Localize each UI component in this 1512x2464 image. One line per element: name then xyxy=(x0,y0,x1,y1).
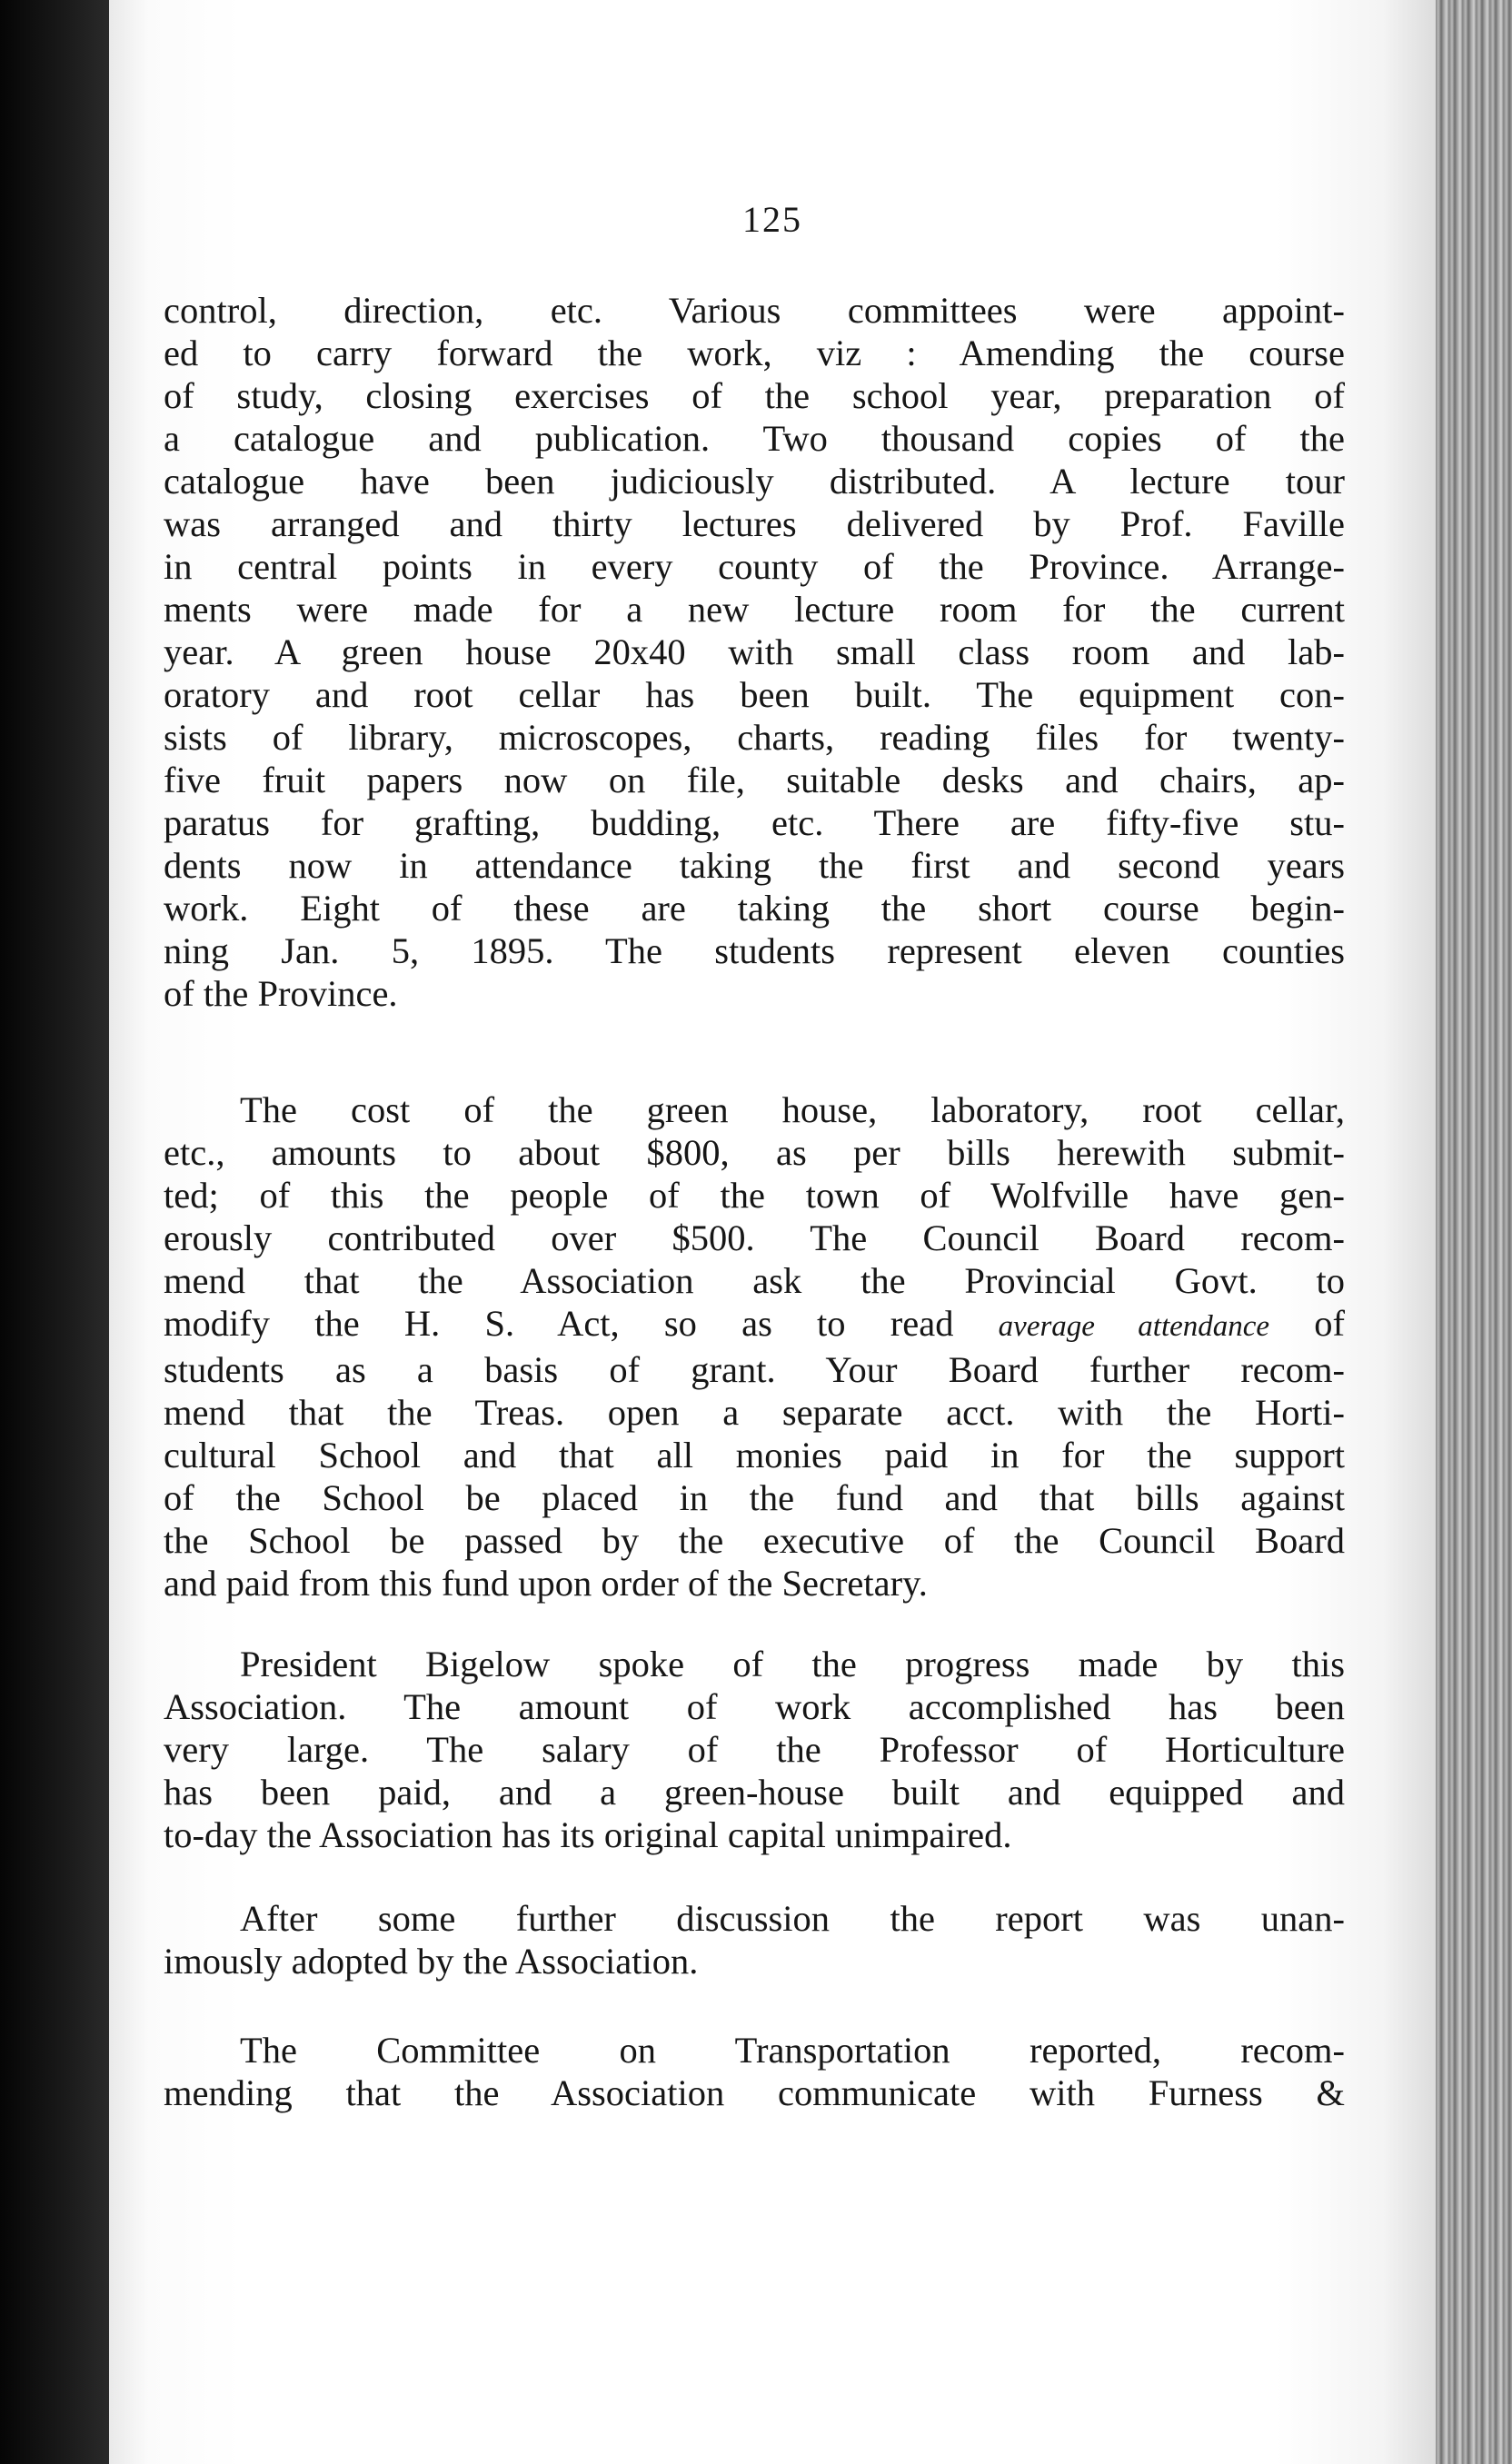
text-line: a catalogue and publication. Two thousand copies of the xyxy=(164,418,1345,459)
text-line: ted; of this the people of the town of Wolfville have gen- xyxy=(164,1175,1345,1216)
text-line: has been paid, and a green-house built and equipped and xyxy=(164,1772,1345,1813)
text-line: of study, closing exercises of the school year, preparation of xyxy=(164,375,1345,416)
text-line: and paid from this fund upon order of the Secretary. xyxy=(164,1563,928,1604)
paragraph-cost xyxy=(164,1088,1345,1605)
paragraph-president-bigelow xyxy=(164,1643,1345,1856)
text-line: Association. The amount of work accomplished has been xyxy=(164,1686,1345,1727)
paragraph-committees xyxy=(164,289,1345,1015)
text-line: erously contributed over $500. The Council Board recom- xyxy=(164,1217,1345,1258)
text-line: cultural School and that all monies paid in for the support xyxy=(164,1435,1345,1475)
text-line: students as a basis of grant. Your Board further recom- xyxy=(164,1349,1345,1390)
text-line: catalogue have been judiciously distributed. A lecture tour xyxy=(164,461,1345,502)
text-line: mend that the Association ask the Provincial Govt. to xyxy=(164,1260,1345,1301)
text-line: very large. The salary of the Professor of Horticulture xyxy=(164,1729,1345,1770)
text-line: the School be passed by the executive of the Council Board xyxy=(164,1520,1345,1561)
text-line: five fruit papers now on file, suitable desks and chairs, ap- xyxy=(164,760,1345,800)
text-line: The cost of the green house, laboratory, root cellar, xyxy=(240,1089,1345,1130)
text-line: of the School be placed in the fund and that bills against xyxy=(164,1477,1345,1518)
text-fragment: of xyxy=(1314,1303,1346,1344)
text-line: work. Eight of these are taking the short course begin- xyxy=(164,888,1345,929)
text-line: in central points in every county of the Province. Arrange- xyxy=(164,546,1345,587)
book-spine-edge xyxy=(1436,0,1512,2464)
text-line: year. A green house 20x40 with small class room and lab- xyxy=(164,631,1345,672)
text-line: President Bigelow spoke of the progress made by this xyxy=(240,1644,1345,1684)
text-line-with-emphasis xyxy=(164,1302,1345,1348)
text-line: dents now in attendance taking the first and second years xyxy=(164,845,1345,886)
text-line: ning Jan. 5, 1895. The students represent eleven counties xyxy=(164,930,1345,971)
page-number: 125 xyxy=(742,199,802,240)
document-page xyxy=(109,0,1436,2464)
text-line: sists of library, microscopes, charts, reading files for twenty- xyxy=(164,717,1345,758)
text-line: of the Province. xyxy=(164,973,398,1014)
text-line: was arranged and thirty lectures delivered by Prof. Faville xyxy=(164,503,1345,544)
text-line: oratory and root cellar has been built. The equipment con- xyxy=(164,674,1345,715)
emphasized-phrase: average attendance xyxy=(998,1310,1270,1343)
text-line: The Committee on Transportation reported, recom- xyxy=(240,2030,1345,2071)
text-line: control, direction, etc. Various committees were appoint- xyxy=(164,290,1345,331)
text-line: ed to carry forward the work, viz : Amending the course xyxy=(164,333,1345,373)
text-line: ments were made for a new lecture room for the current xyxy=(164,589,1345,630)
text-line: to-day the Association has its original capital unimpaired. xyxy=(164,1814,1012,1855)
text-fragment: modify the H. S. Act, so as to read xyxy=(164,1303,954,1344)
paragraph-transportation xyxy=(164,2029,1345,2114)
text-line: etc., amounts to about $800, as per bills herewith submit- xyxy=(164,1132,1345,1173)
text-line: mending that the Association communicate with Furness & xyxy=(164,2072,1345,2113)
text-line: mend that the Treas. open a separate acct. with the Horti- xyxy=(164,1392,1345,1433)
text-line: After some further discussion the report was unan- xyxy=(240,1898,1345,1939)
text-line: paratus for grafting, budding, etc. There are fifty-five stu- xyxy=(164,802,1345,843)
text-line: imously adopted by the Association. xyxy=(164,1941,699,1982)
paragraph-report-adopted xyxy=(164,1897,1345,1982)
book-gutter-shadow xyxy=(0,0,109,2464)
